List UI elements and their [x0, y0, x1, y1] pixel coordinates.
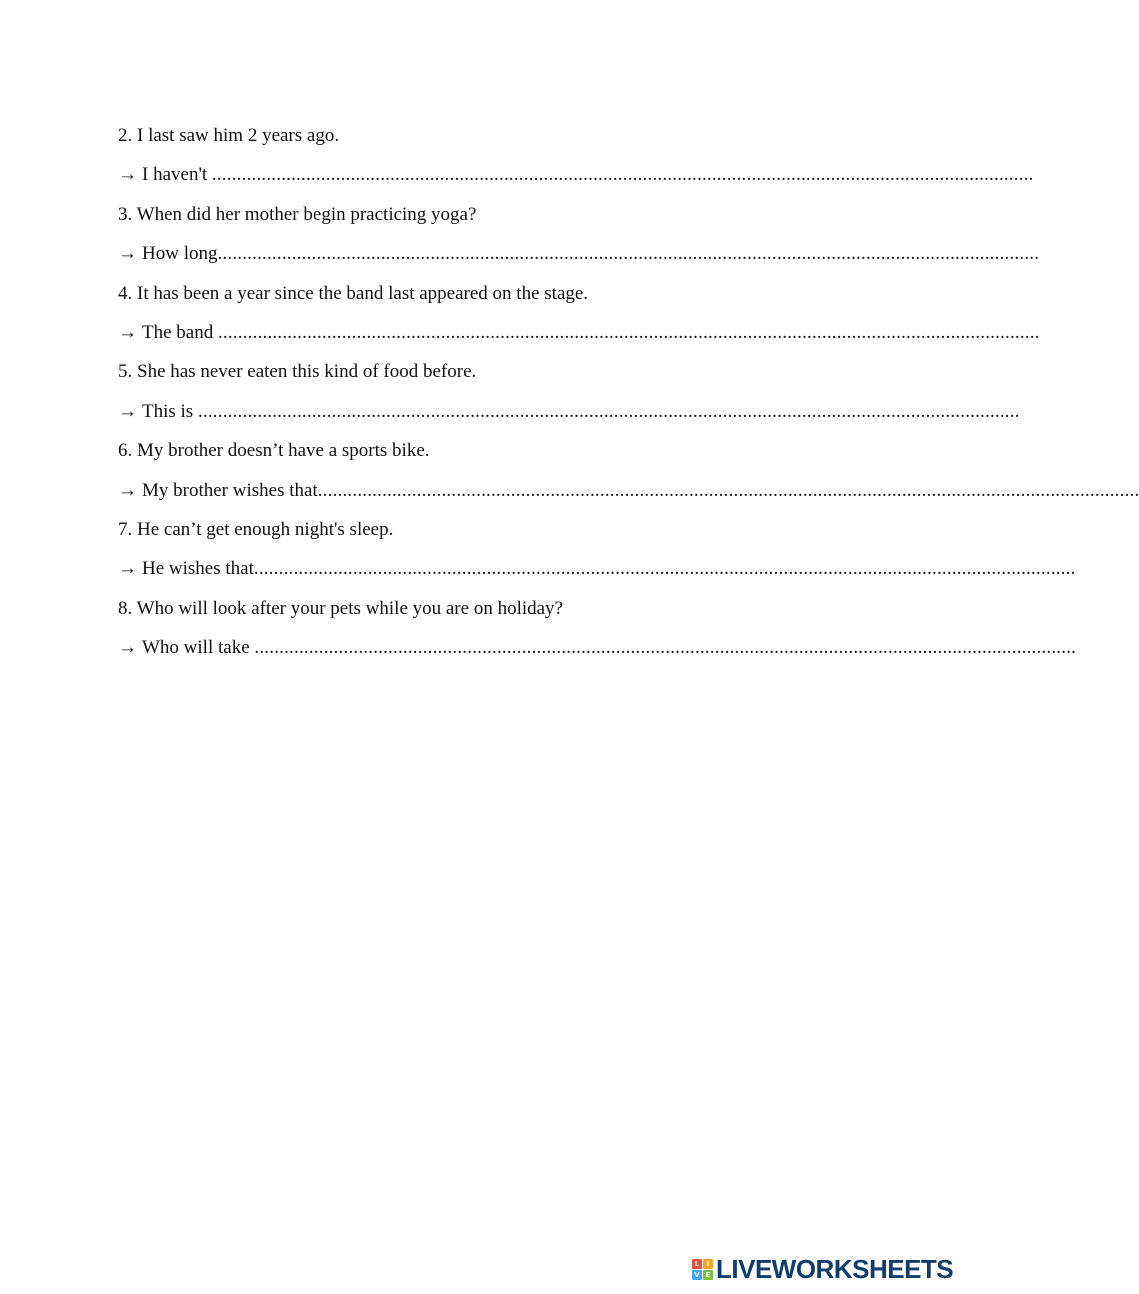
answer-prefix: He wishes that — [142, 558, 254, 580]
answer-blank[interactable]: ...................................................................................................................................................................... — [317, 479, 1139, 501]
answer-prefix: My brother wishes that — [142, 479, 318, 501]
arrow-icon: → — [118, 637, 137, 659]
answer-line[interactable] — [118, 549, 1076, 588]
worksheet — [118, 116, 1139, 667]
answer-line[interactable] — [118, 471, 1139, 510]
exercise-item — [118, 195, 1040, 274]
answer-blank[interactable]: ...................................................................................................................................................................... — [217, 321, 1040, 343]
answer-blank[interactable]: ...................................................................................................................................................................... — [217, 243, 1040, 265]
logo-blocks-icon — [692, 1259, 713, 1280]
arrow-icon: → — [118, 164, 137, 186]
answer-line[interactable] — [118, 392, 1020, 431]
answer-blank[interactable]: ...................................................................................................................................................................... — [253, 558, 1076, 580]
exercise-item — [118, 274, 1040, 353]
logo-block: E — [703, 1270, 713, 1280]
logo-block: V — [692, 1270, 702, 1280]
arrow-icon: → — [118, 243, 137, 265]
answer-prefix: Who will take — [142, 637, 255, 659]
answer-line[interactable] — [118, 313, 1040, 352]
answer-prefix: I haven't — [142, 164, 212, 186]
liveworksheets-logo — [692, 1255, 953, 1283]
question-text: 5. She has never eaten this kind of food before. — [118, 361, 477, 383]
question-text: 4. It has been a year since the band last appeared on the stage. — [118, 282, 589, 304]
answer-line[interactable] — [118, 628, 1077, 667]
question-text: 7. He can’t get enough night's sleep. — [118, 518, 394, 540]
exercise-item — [118, 431, 1139, 510]
arrow-icon: → — [118, 321, 137, 343]
answer-line[interactable] — [118, 234, 1040, 273]
exercise-item — [118, 589, 1077, 668]
answer-prefix: This is — [142, 400, 198, 422]
answer-line[interactable] — [118, 155, 1034, 194]
arrow-icon: → — [118, 479, 137, 501]
answer-blank[interactable]: ...................................................................................................................................................................... — [197, 400, 1020, 422]
exercise-item — [118, 116, 1034, 195]
question-text: 3. When did her mother begin practicing yoga? — [118, 203, 477, 225]
arrow-icon: → — [118, 558, 137, 580]
question-text: 6. My brother doesn’t have a sports bike. — [118, 440, 430, 462]
question-text: 8. Who will look after your pets while you are on holiday? — [118, 597, 563, 619]
logo-block: I — [703, 1259, 713, 1269]
arrow-icon: → — [118, 400, 137, 422]
exercise-item — [118, 510, 1076, 589]
answer-prefix: The band — [142, 321, 218, 343]
answer-blank[interactable]: ...................................................................................................................................................................... — [211, 164, 1034, 186]
question-text: 2. I last saw him 2 years ago. — [118, 125, 340, 146]
logo-block: L — [692, 1259, 702, 1269]
exercise-item — [118, 352, 1020, 431]
logo-text: LIVEWORKSHEETS — [716, 1254, 954, 1284]
answer-blank[interactable]: ...................................................................................................................................................................... — [254, 637, 1077, 659]
answer-prefix: How long — [142, 243, 218, 265]
